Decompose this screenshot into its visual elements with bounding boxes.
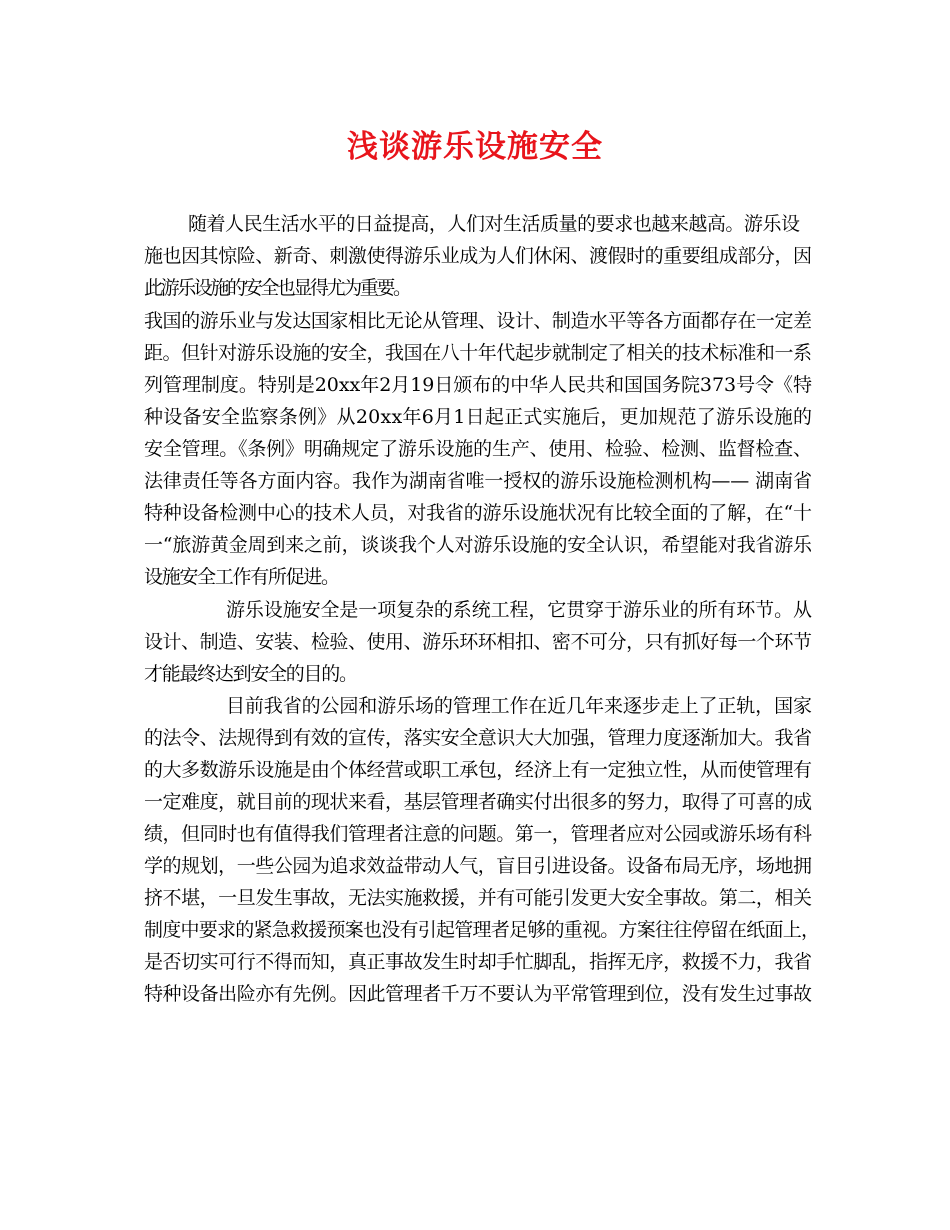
- body-line: 游乐设施安全是一项复杂的系统工程，它贯穿于游乐业的所有环节。从: [226, 599, 812, 621]
- body-line: 绩，但同时也有值得我们管理者注意的问题。第一，管理者应对公园或游乐场有科: [144, 823, 812, 845]
- body-line: 的法令、法规得到有效的宣传，落实安全意识大大加强，管理力度逐渐加大。我省: [144, 727, 812, 749]
- body-line: 此游乐设施的安全也显得尤为重要。: [144, 277, 410, 299]
- body-line: 目前我省的公园和游乐场的管理工作在近几年来逐步走上了正轨，国家: [226, 695, 812, 717]
- body-line: 制度中要求的紧急救援预案也没有引起管理者足够的重视。方案往往停留在纸面上，: [144, 919, 820, 941]
- body-line: 挤不堪，一旦发生事故，无法实施救援，并有可能引发更大安全事故。第二，相关: [144, 887, 812, 909]
- document-title: 浅谈游乐设施安全: [347, 129, 603, 165]
- body-line: 施也因其惊险、新奇、刺激使得游乐业成为人们休闲、渡假时的重要组成部分，因: [144, 245, 812, 267]
- body-line: 列管理制度。特别是20xx年2月19日颁布的中华人民共和国国务院373号令《特: [144, 374, 812, 396]
- body-line: 设施安全工作有所促进。: [144, 566, 339, 588]
- body-line: 随着人民生活水平的日益提高，人们对生活质量的要求也越来越高。游乐设: [188, 213, 800, 235]
- body-line: 距。但针对游乐设施的安全，我国在八十年代起步就制定了相关的技术标准和一系: [144, 342, 812, 364]
- body-line: 一定难度，就目前的现状来看，基层管理者确实付出很多的努力，取得了可喜的成: [144, 791, 812, 813]
- body-line: 我国的游乐业与发达国家相比无论从管理、设计、制造水平等各方面都存在一定差: [144, 310, 812, 332]
- body-line: 设计、制造、安装、检验、使用、游乐环环相扣、密不可分，只有抓好每一个环节: [144, 631, 812, 653]
- body-line: 才能最终达到安全的目的。: [144, 663, 357, 685]
- body-line: 学的规划，一些公园为追求效益带动人气，盲目引进设备。设备布局无序，场地拥: [144, 855, 812, 877]
- body-line: 种设备安全监察条例》从20xx年6月1日起正式实施后，更加规范了游乐设施的: [144, 406, 813, 428]
- body-line: 的大多数游乐设施是由个体经营或职工承包，经济上有一定独立性，从而使管理有: [144, 759, 812, 781]
- body-line: 特种设备检测中心的技术人员，对我省的游乐设施状况有比较全面的了解，在“十: [144, 502, 812, 524]
- body-line: 法律责任等各方面内容。我作为湖南省唯一授权的游乐设施检测机构—— 湖南省: [144, 470, 812, 492]
- body-line: 是否切实可行不得而知，真正事故发生时却手忙脚乱，指挥无序，救援不力，我省: [144, 951, 812, 973]
- body-line: 安全管理。《条例》明确规定了游乐设施的生产、使用、检验、检测、监督检查、: [144, 438, 812, 460]
- body-line: 特种设备出险亦有先例。因此管理者千万不要认为平常管理到位，没有发生过事故: [144, 983, 812, 1005]
- body-line: 一“旅游黄金周到来之前，谈谈我个人对游乐设施的安全认识，希望能对我省游乐: [144, 534, 812, 556]
